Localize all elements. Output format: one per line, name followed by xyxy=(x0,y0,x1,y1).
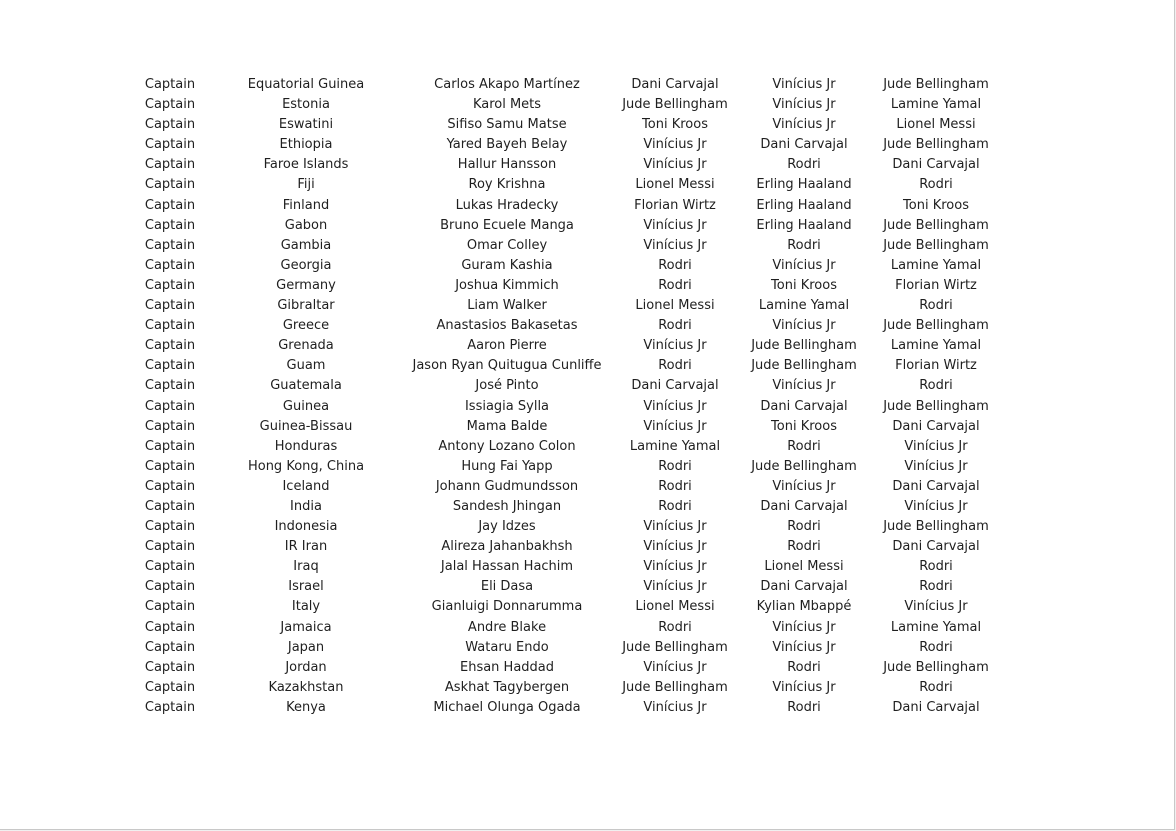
second-choice-cell: Dani Carvajal xyxy=(760,498,848,514)
first-choice-cell: Vinícius Jr xyxy=(643,217,707,233)
role-cell: Captain xyxy=(144,539,196,555)
second-choice-cell: Dani Carvajal xyxy=(760,137,848,153)
third-choice-cell: Jude Bellingham xyxy=(883,318,989,334)
country-cell: Jamaica xyxy=(280,619,332,635)
second-choice-cell: Jude Bellingham xyxy=(751,458,857,474)
first-choice-cell: Lionel Messi xyxy=(635,599,715,615)
role-cell: Captain xyxy=(144,257,196,273)
first-choice-cell: Florian Wirtz xyxy=(634,197,716,213)
third-choice-cell: Rodri xyxy=(919,177,953,193)
country-cell: Grenada xyxy=(278,338,334,354)
country-cell: Guatemala xyxy=(270,378,342,394)
third-choice-cell: Jude Bellingham xyxy=(883,659,989,675)
first-choice-cell: Vinícius Jr xyxy=(643,579,707,595)
second-choice-cell: Erling Haaland xyxy=(756,197,852,213)
table-row xyxy=(0,115,1174,135)
table-row xyxy=(0,537,1174,557)
third-choice-cell: Lamine Yamal xyxy=(890,257,982,273)
captain-name-cell: Roy Krishna xyxy=(468,177,546,193)
table-row xyxy=(0,597,1174,617)
captain-name-cell: Aaron Pierre xyxy=(467,338,547,354)
table-row xyxy=(0,316,1174,336)
captain-name-cell: Askhat Tagybergen xyxy=(444,679,570,695)
second-choice-cell: Vinícius Jr xyxy=(772,117,836,133)
third-choice-cell: Jude Bellingham xyxy=(883,217,989,233)
captain-name-cell: Gianluigi Donnarumma xyxy=(431,599,583,615)
country-cell: Guinea xyxy=(282,398,330,414)
second-choice-cell: Vinícius Jr xyxy=(772,378,836,394)
role-cell: Captain xyxy=(144,338,196,354)
table-row xyxy=(0,135,1174,155)
role-cell: Captain xyxy=(144,679,196,695)
country-cell: Italy xyxy=(291,599,321,615)
first-choice-cell: Lionel Messi xyxy=(635,298,715,314)
captain-name-cell: Omar Colley xyxy=(466,237,548,253)
third-choice-cell: Lamine Yamal xyxy=(890,97,982,113)
table-row xyxy=(0,75,1174,95)
captain-name-cell: Wataru Endo xyxy=(465,639,549,655)
table-row xyxy=(0,216,1174,236)
role-cell: Captain xyxy=(144,519,196,535)
captain-name-cell: Lukas Hradecky xyxy=(455,197,559,213)
country-cell: Gabon xyxy=(284,217,328,233)
second-choice-cell: Vinícius Jr xyxy=(772,478,836,494)
second-choice-cell: Toni Kroos xyxy=(771,277,837,293)
table-row xyxy=(0,517,1174,537)
role-cell: Captain xyxy=(144,358,196,374)
third-choice-cell: Lionel Messi xyxy=(896,117,976,133)
second-choice-cell: Jude Bellingham xyxy=(751,338,857,354)
second-choice-cell: Erling Haaland xyxy=(756,177,852,193)
country-cell: Equatorial Guinea xyxy=(247,77,365,92)
table-row xyxy=(0,638,1174,658)
first-choice-cell: Vinícius Jr xyxy=(643,559,707,575)
table-row xyxy=(0,437,1174,457)
third-choice-cell: Rodri xyxy=(919,579,953,595)
country-cell: Guinea-Bissau xyxy=(259,418,353,434)
third-choice-cell: Lamine Yamal xyxy=(890,619,982,635)
third-choice-cell: Rodri xyxy=(919,679,953,695)
role-cell: Captain xyxy=(144,117,196,133)
table-row xyxy=(0,276,1174,296)
table-row xyxy=(0,376,1174,396)
third-choice-cell: Dani Carvajal xyxy=(892,157,980,173)
role-cell: Captain xyxy=(144,559,196,575)
captain-name-cell: Carlos Akapo Martínez xyxy=(434,77,580,92)
second-choice-cell: Vinícius Jr xyxy=(772,77,836,92)
role-cell: Captain xyxy=(144,177,196,193)
captain-name-cell: Guram Kashia xyxy=(461,257,553,273)
table-row xyxy=(0,678,1174,698)
captain-name-cell: Yared Bayeh Belay xyxy=(446,137,568,153)
country-cell: Estonia xyxy=(282,97,330,113)
third-choice-cell: Rodri xyxy=(919,639,953,655)
captain-name-cell: Mama Balde xyxy=(466,418,548,434)
second-choice-cell: Rodri xyxy=(787,659,821,675)
role-cell: Captain xyxy=(144,197,196,213)
first-choice-cell: Lionel Messi xyxy=(635,177,715,193)
first-choice-cell: Rodri xyxy=(658,478,692,494)
first-choice-cell: Vinícius Jr xyxy=(643,519,707,535)
first-choice-cell: Rodri xyxy=(658,277,692,293)
third-choice-cell: Dani Carvajal xyxy=(892,418,980,434)
captain-name-cell: Alireza Jahanbakhsh xyxy=(441,539,573,555)
second-choice-cell: Erling Haaland xyxy=(756,217,852,233)
role-cell: Captain xyxy=(144,599,196,615)
captain-name-cell: Bruno Ecuele Manga xyxy=(440,217,574,233)
country-cell: Kenya xyxy=(286,699,326,715)
third-choice-cell: Rodri xyxy=(919,298,953,314)
role-cell: Captain xyxy=(144,97,196,113)
captain-name-cell: Hung Fai Yapp xyxy=(461,458,553,474)
table-row xyxy=(0,557,1174,577)
second-choice-cell: Toni Kroos xyxy=(771,418,837,434)
role-cell: Captain xyxy=(144,137,196,153)
role-cell: Captain xyxy=(144,579,196,595)
table-row xyxy=(0,577,1174,597)
first-choice-cell: Rodri xyxy=(658,318,692,334)
country-cell: Kazakhstan xyxy=(268,679,344,695)
country-cell: Hong Kong, China xyxy=(247,458,365,474)
table-row xyxy=(0,256,1174,276)
table-row xyxy=(0,417,1174,437)
first-choice-cell: Toni Kroos xyxy=(642,117,708,133)
table-row xyxy=(0,236,1174,256)
second-choice-cell: Rodri xyxy=(787,157,821,173)
role-cell: Captain xyxy=(144,398,196,414)
captain-name-cell: Sandesh Jhingan xyxy=(452,498,562,514)
captain-name-cell: Jalal Hassan Hachim xyxy=(440,559,574,575)
captain-name-cell: Liam Walker xyxy=(467,298,547,314)
country-cell: Faroe Islands xyxy=(263,157,349,173)
role-cell: Captain xyxy=(144,77,196,92)
role-cell: Captain xyxy=(144,458,196,474)
role-cell: Captain xyxy=(144,157,196,173)
first-choice-cell: Vinícius Jr xyxy=(643,338,707,354)
country-cell: Guam xyxy=(286,358,326,374)
country-cell: Iraq xyxy=(293,559,319,575)
first-choice-cell: Rodri xyxy=(658,619,692,635)
first-choice-cell: Rodri xyxy=(658,458,692,474)
country-cell: Gambia xyxy=(280,237,332,253)
role-cell: Captain xyxy=(144,378,196,394)
country-cell: Greece xyxy=(282,318,330,334)
second-choice-cell: Rodri xyxy=(787,438,821,454)
first-choice-cell: Rodri xyxy=(658,358,692,374)
table-row xyxy=(0,658,1174,678)
role-cell: Captain xyxy=(144,318,196,334)
first-choice-cell: Vinícius Jr xyxy=(643,539,707,555)
third-choice-cell: Florian Wirtz xyxy=(895,277,977,293)
first-choice-cell: Vinícius Jr xyxy=(643,699,707,715)
country-cell: Honduras xyxy=(274,438,338,454)
table-row xyxy=(0,618,1174,638)
second-choice-cell: Vinícius Jr xyxy=(772,639,836,655)
second-choice-cell: Lionel Messi xyxy=(764,559,844,575)
country-cell: Gibraltar xyxy=(277,298,335,314)
third-choice-cell: Jude Bellingham xyxy=(883,519,989,535)
table-row xyxy=(0,477,1174,497)
first-choice-cell: Rodri xyxy=(658,498,692,514)
first-choice-cell: Jude Bellingham xyxy=(622,679,728,695)
second-choice-cell: Rodri xyxy=(787,699,821,715)
country-cell: Israel xyxy=(288,579,324,595)
third-choice-cell: Vinícius Jr xyxy=(904,498,968,514)
second-choice-cell: Dani Carvajal xyxy=(760,398,848,414)
third-choice-cell: Vinícius Jr xyxy=(904,599,968,615)
third-choice-cell: Rodri xyxy=(919,559,953,575)
captain-name-cell: Sifiso Samu Matse xyxy=(447,117,567,133)
role-cell: Captain xyxy=(144,619,196,635)
captain-name-cell: Hallur Hansson xyxy=(457,157,557,173)
country-cell: Georgia xyxy=(280,257,332,273)
third-choice-cell: Toni Kroos xyxy=(903,197,969,213)
first-choice-cell: Lamine Yamal xyxy=(629,438,721,454)
country-cell: Japan xyxy=(287,639,325,655)
table-row xyxy=(0,336,1174,356)
second-choice-cell: Vinícius Jr xyxy=(772,97,836,113)
first-choice-cell: Vinícius Jr xyxy=(643,398,707,414)
table-row xyxy=(0,196,1174,216)
third-choice-cell: Jude Bellingham xyxy=(883,237,989,253)
table-row xyxy=(0,497,1174,517)
second-choice-cell: Jude Bellingham xyxy=(751,358,857,374)
role-cell: Captain xyxy=(144,659,196,675)
country-cell: Finland xyxy=(282,197,330,213)
captain-name-cell: Eli Dasa xyxy=(480,579,534,595)
third-choice-cell: Dani Carvajal xyxy=(892,478,980,494)
second-choice-cell: Rodri xyxy=(787,519,821,535)
second-choice-cell: Vinícius Jr xyxy=(772,619,836,635)
captain-name-cell: Karol Mets xyxy=(472,97,542,113)
role-cell: Captain xyxy=(144,418,196,434)
table-row xyxy=(0,698,1174,718)
captain-name-cell: Jason Ryan Quitugua Cunliffe xyxy=(412,358,602,374)
second-choice-cell: Vinícius Jr xyxy=(772,318,836,334)
first-choice-cell: Rodri xyxy=(658,257,692,273)
table-row xyxy=(0,457,1174,477)
role-cell: Captain xyxy=(144,699,196,715)
country-cell: Fiji xyxy=(297,177,315,193)
country-cell: Jordan xyxy=(285,659,327,675)
role-cell: Captain xyxy=(144,478,196,494)
second-choice-cell: Vinícius Jr xyxy=(772,679,836,695)
first-choice-cell: Jude Bellingham xyxy=(622,639,728,655)
table-row xyxy=(0,155,1174,175)
third-choice-cell: Lamine Yamal xyxy=(890,338,982,354)
country-cell: Ethiopia xyxy=(279,137,333,153)
third-choice-cell: Vinícius Jr xyxy=(904,438,968,454)
vote-table xyxy=(0,75,1174,718)
country-cell: IR Iran xyxy=(284,539,328,555)
second-choice-cell: Vinícius Jr xyxy=(772,257,836,273)
third-choice-cell: Jude Bellingham xyxy=(883,137,989,153)
captain-name-cell: Joshua Kimmich xyxy=(455,277,559,293)
second-choice-cell: Lamine Yamal xyxy=(758,298,850,314)
role-cell: Captain xyxy=(144,277,196,293)
third-choice-cell: Jude Bellingham xyxy=(883,398,989,414)
third-choice-cell: Jude Bellingham xyxy=(883,77,989,92)
third-choice-cell: Dani Carvajal xyxy=(892,699,980,715)
role-cell: Captain xyxy=(144,237,196,253)
table-row xyxy=(0,95,1174,115)
role-cell: Captain xyxy=(144,498,196,514)
country-cell: India xyxy=(290,498,322,514)
first-choice-cell: Jude Bellingham xyxy=(622,97,728,113)
second-choice-cell: Dani Carvajal xyxy=(760,579,848,595)
role-cell: Captain xyxy=(144,639,196,655)
captain-name-cell: José Pinto xyxy=(475,378,539,394)
role-cell: Captain xyxy=(144,438,196,454)
third-choice-cell: Vinícius Jr xyxy=(904,458,968,474)
captain-name-cell: Michael Olunga Ogada xyxy=(433,699,581,715)
captain-name-cell: Anastasios Bakasetas xyxy=(436,318,578,334)
role-cell: Captain xyxy=(144,298,196,314)
captain-name-cell: Antony Lozano Colon xyxy=(438,438,576,454)
captain-name-cell: Johann Gudmundsson xyxy=(435,478,579,494)
country-cell: Eswatini xyxy=(278,117,334,133)
third-choice-cell: Dani Carvajal xyxy=(892,539,980,555)
first-choice-cell: Dani Carvajal xyxy=(631,378,719,394)
country-cell: Iceland xyxy=(282,478,330,494)
third-choice-cell: Rodri xyxy=(919,378,953,394)
first-choice-cell: Vinícius Jr xyxy=(643,237,707,253)
second-choice-cell: Rodri xyxy=(787,539,821,555)
first-choice-cell: Vinícius Jr xyxy=(643,157,707,173)
country-cell: Germany xyxy=(276,277,336,293)
table-row xyxy=(0,397,1174,417)
first-choice-cell: Vinícius Jr xyxy=(643,418,707,434)
table-row xyxy=(0,175,1174,195)
captain-name-cell: Andre Blake xyxy=(467,619,547,635)
second-choice-cell: Rodri xyxy=(787,237,821,253)
captain-name-cell: Issiagia Sylla xyxy=(464,398,550,414)
second-choice-cell: Kylian Mbappé xyxy=(756,599,852,615)
table-row xyxy=(0,296,1174,316)
table-row xyxy=(0,356,1174,376)
role-cell: Captain xyxy=(144,217,196,233)
captain-name-cell: Ehsan Haddad xyxy=(459,659,555,675)
country-cell: Indonesia xyxy=(274,519,338,535)
first-choice-cell: Vinícius Jr xyxy=(643,659,707,675)
first-choice-cell: Dani Carvajal xyxy=(631,77,719,92)
captain-name-cell: Jay Idzes xyxy=(478,519,536,535)
third-choice-cell: Florian Wirtz xyxy=(895,358,977,374)
first-choice-cell: Vinícius Jr xyxy=(643,137,707,153)
